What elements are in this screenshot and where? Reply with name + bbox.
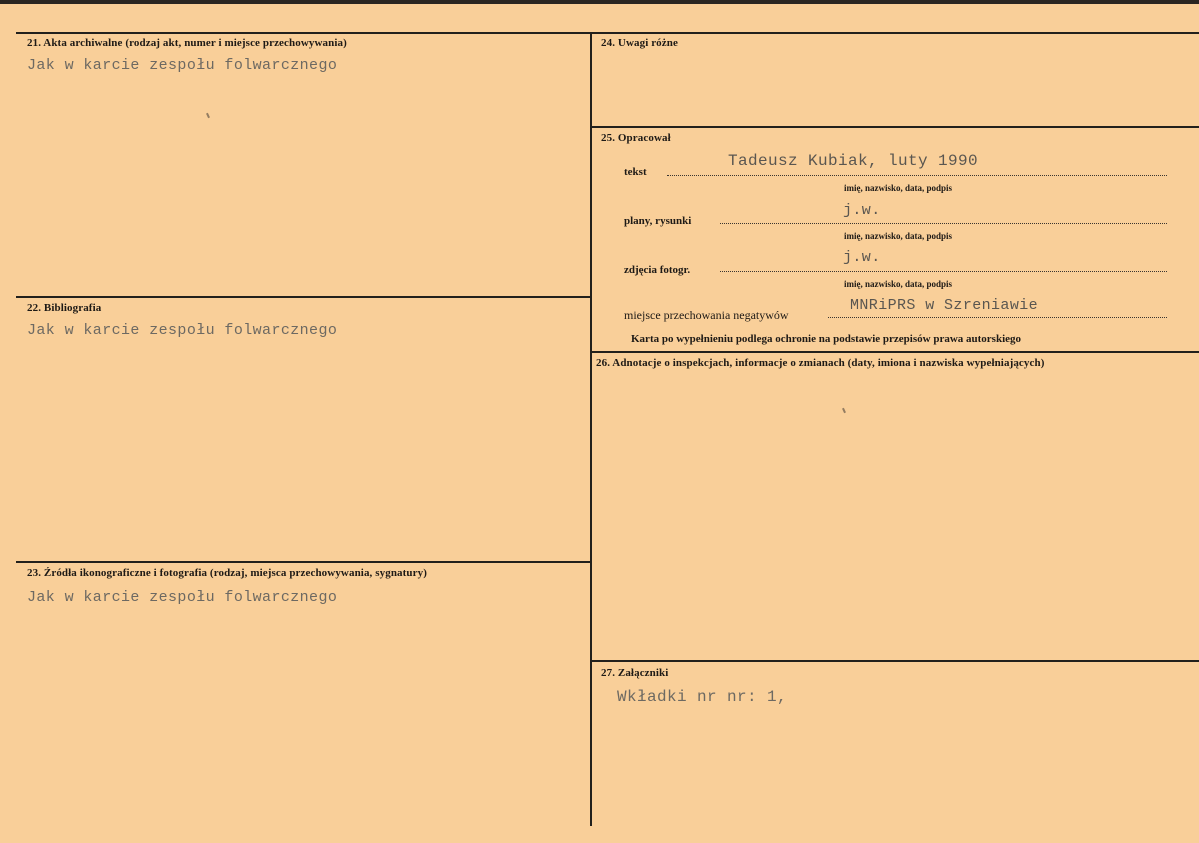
section-23-value: Jak w karcie zespołu folwarcznego xyxy=(27,589,338,606)
section-21-label: 21. Akta archiwalne (rodzaj akt, numer i miejsce przechowywania) xyxy=(27,37,347,49)
negatives-label: miejsce przechowania negatywów xyxy=(624,308,789,322)
section-24-label: 24. Uwagi różne xyxy=(601,37,678,49)
author-photos-label: zdjęcia fotogr. xyxy=(624,264,691,276)
author-photos-value: j.w. xyxy=(843,249,881,266)
section-21-value: Jak w karcie zespołu folwarcznego xyxy=(27,57,338,74)
author-plans-label: plany, rysunki xyxy=(624,215,692,227)
rule-22-23 xyxy=(16,561,592,563)
section-25-label: 25. Opracował xyxy=(601,132,671,144)
section-27-value: Wkładki nr nr: 1, xyxy=(617,688,788,706)
section-26-label: 26. Adnotacje o inspekcjach, informacje o zmianach (daty, imiona i nazwiska wypełniających) xyxy=(596,357,1045,369)
paper-mark xyxy=(842,408,846,413)
section-27-label: 27. Załączniki xyxy=(601,667,669,679)
rule-24-25 xyxy=(592,126,1199,128)
paper-mark xyxy=(206,113,210,118)
author-text-hint: imię, nazwisko, data, podpis xyxy=(844,183,953,193)
author-text-label: tekst xyxy=(624,166,647,178)
author-plans-line xyxy=(720,223,1167,224)
negatives-line xyxy=(828,317,1167,318)
card-top-edge xyxy=(0,0,1199,4)
rule-26-27 xyxy=(592,660,1199,662)
rule-21-22 xyxy=(16,296,592,298)
author-photos-line xyxy=(720,271,1167,272)
copyright-note: Karta po wypełnieniu podlega ochronie na podstawie przepisów prawa autorskiego xyxy=(631,333,1022,345)
section-22-value: Jak w karcie zespołu folwarcznego xyxy=(27,322,338,339)
section-23-label: 23. Źródła ikonograficzne i fotografia (rodzaj, miejsca przechowywania, sygnatury) xyxy=(27,567,427,579)
top-rule xyxy=(16,32,1199,34)
rule-25-26 xyxy=(592,351,1199,353)
author-text-value: Tadeusz Kubiak, luty 1990 xyxy=(728,152,979,170)
section-22-label: 22. Bibliografia xyxy=(27,302,102,314)
author-text-line xyxy=(667,175,1167,176)
negatives-value: MNRiPRS w Szreniawie xyxy=(850,297,1039,314)
author-photos-hint: imię, nazwisko, data, podpis xyxy=(844,279,953,289)
author-plans-value: j.w. xyxy=(843,202,881,219)
center-divider xyxy=(590,32,592,826)
author-plans-hint: imię, nazwisko, data, podpis xyxy=(844,231,953,241)
